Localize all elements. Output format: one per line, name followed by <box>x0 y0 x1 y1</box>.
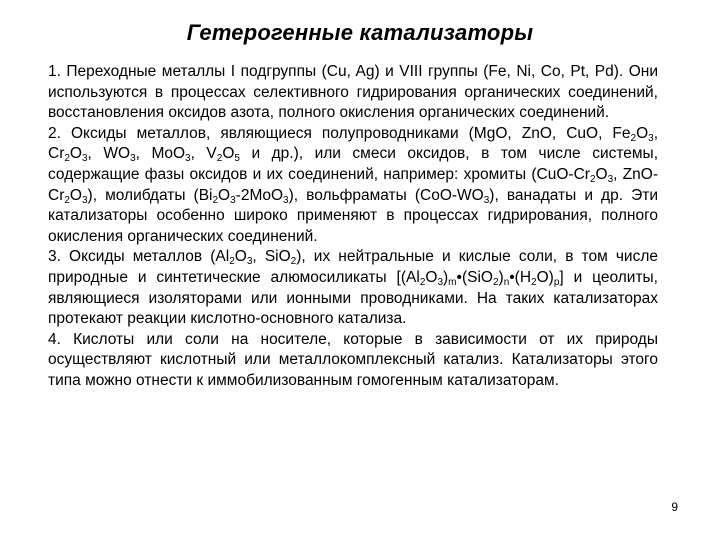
subscript: 3 <box>283 194 289 206</box>
text-run: •(SiO <box>456 268 493 286</box>
text-run: , SiO <box>252 248 291 266</box>
slide-title: Гетерогенные катализаторы <box>186 20 534 45</box>
subscript: 2 <box>216 153 223 165</box>
text-run: O <box>595 165 608 183</box>
paragraph-semiconductor-oxides <box>48 124 658 248</box>
slide-body <box>48 62 658 392</box>
subscript: 2 <box>64 194 70 206</box>
subscript: n <box>503 276 510 288</box>
subscript: 2 <box>290 256 297 268</box>
text-run: O <box>69 186 82 204</box>
subscript: 3 <box>483 194 490 206</box>
text-run: O <box>234 248 247 266</box>
subscript: 2 <box>212 194 219 206</box>
subscript: 2 <box>492 276 499 288</box>
text-run: ), вольфраматы (CoO-WO <box>288 186 484 204</box>
text-run: ), их нейтральные и кислые соли, в том числе природные и синтетические алюмосиликаты [(Al <box>48 248 658 286</box>
text-run: 1. Переходные металлы I подгруппы (Cu, Ag) и VIII группы (Fe, Ni, Co, Pt, Pd). Они используются в процессах селективного гидрирования органических соединений, восстановления оксидов азота, полного окисления органических соединений. <box>48 63 658 122</box>
text-run: , V <box>190 145 217 163</box>
subscript: 3 <box>246 256 253 268</box>
subscript: 2 <box>64 153 70 165</box>
subscript: 2 <box>229 256 235 268</box>
text-run: , WO <box>87 145 131 163</box>
subscript: 3 <box>81 194 88 206</box>
subscript: 2 <box>589 173 596 185</box>
text-run: O) <box>536 268 554 286</box>
text-run: 4. Кислоты или соли на носителе, которые в зависимости от их природы осуществляют кислотный или металлокомплексный катализ. Катализаторы этого типа можно отнести к иммобилизованным гомогенным катализаторам. <box>48 330 658 389</box>
text-run: O <box>425 268 438 286</box>
text-run: , ZnO-Cr <box>48 165 658 204</box>
text-run: 3. Оксиды металлов (Al <box>48 248 230 266</box>
text-run: ) <box>498 268 504 286</box>
paragraph-insulator-oxides <box>48 247 658 329</box>
page-number: 9 <box>671 500 678 514</box>
paragraph-supported-acids <box>48 330 658 392</box>
text-run: O <box>69 145 82 163</box>
text-run: -2MoO <box>235 186 284 204</box>
text-run: O <box>222 145 235 163</box>
text-run: ) <box>443 268 449 286</box>
subscript: 2 <box>630 132 637 144</box>
text-run: O <box>218 186 231 204</box>
subscript: 3 <box>81 153 88 165</box>
subscript: 3 <box>607 173 614 185</box>
text-run: 2. Оксиды металлов, являющиеся полупроводниками (MgO, ZnO, CuO, Fe <box>48 124 631 142</box>
text-run: и др.), или смеси оксидов, в том числе системы, содержащие фазы оксидов и их соединений, например: хромиты (CuO-Cr <box>48 145 658 183</box>
subscript: 3 <box>230 194 236 206</box>
text-run: ), молибдаты (Bi <box>87 186 213 204</box>
text-run: ] и цеолиты, являющиеся изоляторами или ионными проводниками. На таких катализаторах протекают реакции кислотно-основного катализа. <box>48 268 658 328</box>
text-run: , MoO <box>135 145 186 163</box>
text-run: •(H <box>509 268 532 286</box>
subscript: p <box>553 276 560 288</box>
text-run: , Cr <box>48 124 658 163</box>
subscript: m <box>448 276 457 288</box>
subscript: 5 <box>234 153 240 165</box>
subscript: 2 <box>531 276 537 288</box>
subscript: 2 <box>419 276 426 288</box>
text-run: O <box>636 124 649 142</box>
subscript: 3 <box>648 132 654 144</box>
text-run: ), ванадаты и др. Эти катализаторы особенно широко применяют в процессах гидрирования, полного окисления органических соединений. <box>48 186 658 245</box>
subscript: 3 <box>437 276 443 288</box>
subscript: 3 <box>130 153 136 165</box>
paragraph-transition-metals <box>48 62 658 124</box>
subscript: 3 <box>185 153 191 165</box>
